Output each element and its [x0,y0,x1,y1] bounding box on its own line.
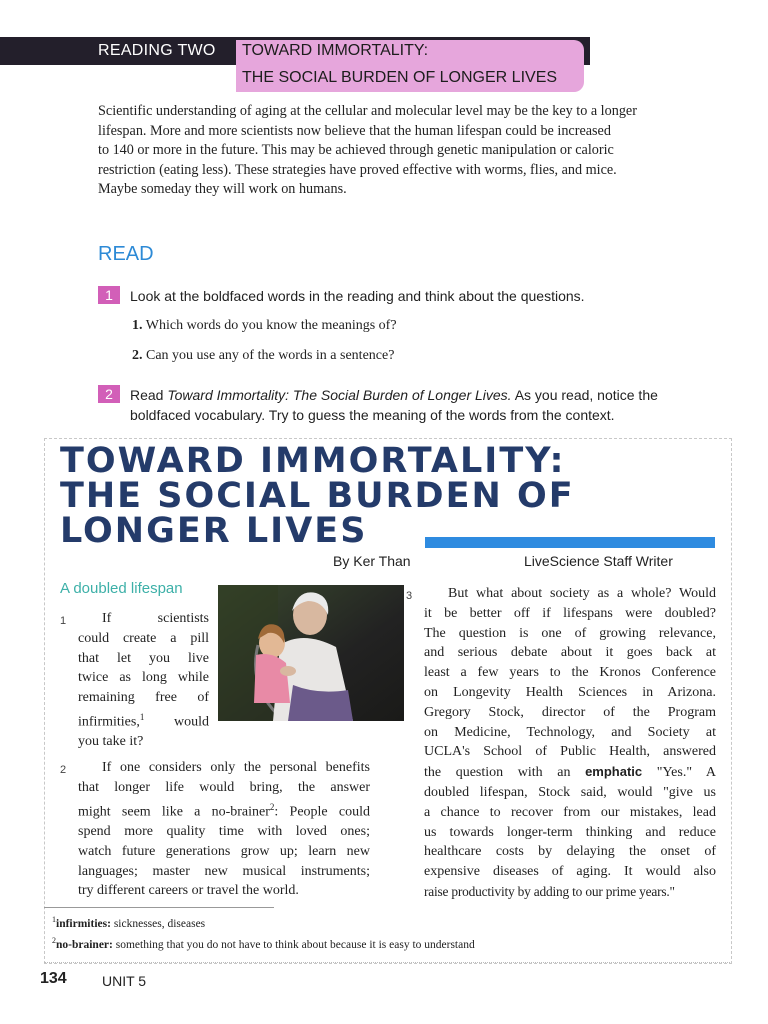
paragraph-1-line: you take it? [78,734,144,750]
paragraph-3-line: raise productivity by adding to our prime years." [424,883,675,899]
article-title-line: LONGER LIVES [60,511,368,551]
paragraph-2-line: that longer life would bring, the answer [78,779,370,795]
paragraph-3-text: "Yes." A [642,765,717,781]
paragraph-2-number: 2 [60,764,67,776]
paragraph-3-line: But what about society as a whole? Would [448,586,716,601]
paragraph-3-line: UCLA's School of Public Health, answered [424,744,716,760]
intro-line: Scientific understanding of aging at the cellular and molecular level may be the key to a longer [98,103,637,119]
footnote-ref-2: 2 [269,801,275,812]
reading-title-line-1: TOWARD IMMORTALITY: [242,42,429,59]
page-number: 134 [40,970,67,987]
footnote-2 [52,936,475,951]
intro-paragraph [98,102,700,200]
paragraph-2-line: watch future generations grow up; learn new [78,843,370,859]
step-2-badge: 2 [98,385,120,403]
unit-label: UNIT 5 [102,973,147,989]
paragraph-3-line: a chance to recover from our mistakes, lead [424,804,716,820]
article-title [60,441,575,551]
step-2-line-1 [130,387,658,403]
step-2-title: Toward Immortality: The Social Burden of Longer Lives. [167,387,512,403]
byline-role: LiveScience Staff Writer [524,553,673,569]
paragraph-2-line: languages; master new musical instruments; [78,863,370,879]
byline-author: By Ker Than [333,553,411,569]
paragraph-2-line: If one considers only the personal benefits [102,760,370,775]
article-subheading: A doubled lifespan [60,580,183,597]
reading-title-line-2: THE SOCIAL BURDEN OF LONGER LIVES [242,69,558,86]
paragraph-2-line-footnoted [78,798,370,822]
paragraph-1-line-footnoted [78,708,209,732]
question-2 [132,348,394,364]
question-1-text: Which words do you know the meanings of? [145,318,397,333]
footnote-2-definition: something that you do not have to think about because it is easy to understand [112,938,475,951]
intro-line: Maybe someday they will work on humans. [98,181,347,197]
paragraph-3-line: and serious debate about it goes back at [424,645,716,661]
vocab-emphatic: emphatic [585,764,643,780]
question-1 [132,318,397,334]
paragraph-3-line: on Longevity Health Sciences in Arizona. [424,684,716,700]
footnote-1-marker: 1 [52,915,56,924]
paragraph-1 [78,609,209,752]
article-photo [218,585,404,721]
paragraph-1-line: twice as long while [78,670,209,686]
paragraph-2-text: : People could [274,804,370,820]
question-1-number: 1. [132,318,143,333]
question-2-number: 2. [132,348,143,363]
footnote-ref-1: 1 [139,711,145,722]
term-no-brainer: might seem like a no-brainer [78,804,270,820]
paragraph-3-line: on Medicine, Technology, and Society at [424,724,716,740]
paragraph-2-line: spend more quality time with loved ones; [78,824,370,840]
footnote-1-definition: sicknesses, diseases [110,917,206,930]
step-1-text: Look at the boldfaced words in the reading and think about the questions. [130,288,585,304]
footnote-divider [44,907,274,908]
page-bottom-rule [44,962,730,963]
paragraph-3-line: expensive diseases of aging. It would also [424,864,716,880]
paragraph-3-number: 3 [406,590,413,602]
footnote-2-term: no-brainer: [56,938,113,951]
footnote-2-marker: 2 [52,936,56,945]
intro-line: restriction (eating less). These strategies have proved effective with worms, flies, and mice. [98,161,617,178]
paragraph-2 [78,758,370,901]
read-heading: READ [98,243,154,265]
footnote-1-term: infirmities: [56,917,111,930]
paragraph-3-line: Gregory Stock, director of the Program [424,704,716,720]
intro-line: lifespan. More and more scientists now believe that the human lifespan could be increased [98,122,611,139]
reading-header-band [0,37,590,93]
term-infirmities: infirmities, [78,714,140,730]
paragraph-1-line: could create a pill [78,630,209,646]
intro-line: to 140 or more in the future. This may be achieved through genetic manipulation or caloric [98,142,614,158]
paragraph-3-line: The question is one of growing relevance, [424,625,716,641]
step-1-badge: 1 [98,286,120,304]
footnote-1 [52,915,205,930]
step-2-read-word: Read [130,387,164,403]
paragraph-3-line: least a few years to the Kronos Conference [424,665,716,681]
article-title-line: TOWARD IMMORTALITY: [60,441,566,481]
paragraph-1-number: 1 [60,615,67,627]
step-2-rest: As you read, notice the [514,387,658,403]
section-label: READING TWO [98,42,216,59]
question-2-text: Can you use any of the words in a sentence? [146,348,395,363]
photo-illustration [218,585,404,721]
paragraph-3-line: us towards longer-term thinking and reduce [424,824,716,840]
paragraph-3 [424,584,716,902]
paragraph-3-text: the question with an [424,765,586,781]
paragraph-1-line: remaining free of [78,690,209,706]
paragraph-3-line-emphatic [424,762,716,783]
article-title-line: THE SOCIAL BURDEN OF [60,476,575,516]
paragraph-2-line: try different careers or travel the world. [78,883,299,899]
paragraph-1-text: would [144,714,209,730]
paragraph-3-line: it be better off if lifespans were doubled? [424,605,716,621]
step-2-line-2: boldfaced vocabulary. Try to guess the meaning of the words from the context. [130,407,615,423]
paragraph-3-line: doubled lifespan, Stock said, would "give us [424,784,716,800]
paragraph-1-line: that let you live [78,650,209,666]
title-accent-bar [425,537,715,548]
paragraph-1-line: If scientists [102,611,209,626]
paragraph-3-line: healthcare costs by delaying the onset of [424,844,716,860]
